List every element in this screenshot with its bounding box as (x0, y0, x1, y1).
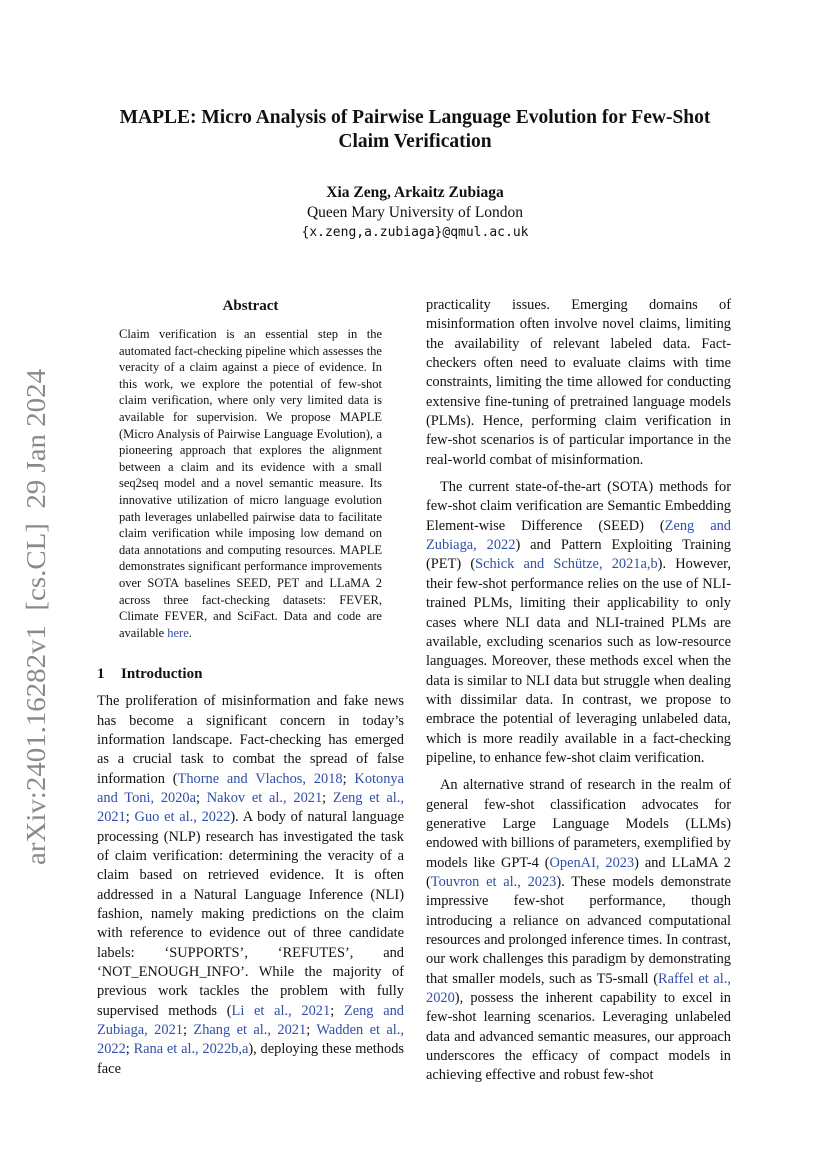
arxiv-identifier-stamp (18, 365, 58, 865)
paragraph-text: ; (125, 809, 135, 826)
intro-paragraph-2 (426, 478, 731, 768)
abstract-tail: . (188, 625, 192, 640)
author-names: Xia Zeng, Arkaitz Zubiaga (326, 184, 504, 201)
abstract-text (119, 326, 382, 641)
intro-paragraph-1 (97, 692, 404, 1079)
abstract-body: Claim verification is an essential step in the automated fact-checking pipeline which assesses the veracity of a claim against a piece of evidence. In this work, we explore the potential of few-shot claim verification, where only very limited data is available for supervision. We propose MAPLE (Micro Analysis of Pairwise Language Evolution), a pioneering approach that explores the alignment between a claim and its evidence with a small seq2seq model and a novel semantic measure. Its innovative utilization of micro language evolution path leverages unlabelled pairwise data to facilitate claim verification while imposing low demand on data annotations and computing resources. MAPLE demonstrates significant performance improvements over SOTA baselines SEED, PET and LLaMA 2 across three fact-checking datasets: FEVER, Climate FEVER, and SciFact. Data and code are available (119, 327, 382, 640)
paragraph-text: ; (322, 790, 333, 806)
citation-link[interactable]: Wadden et al., 2022 (97, 1022, 404, 1058)
section-number: 1 (97, 666, 105, 683)
paragraph-text: An alternative strand of research in the realm of general few-shot classification advocates for generative Large Language Models (LLMs) endowed with billions of parameters, exemplified by models like GPT-4 ( (426, 777, 731, 871)
author-email: {x.zeng,a.zubiaga}@qmul.ac.uk (301, 225, 529, 240)
citation-link[interactable]: Zeng et al., 2021 (97, 790, 404, 826)
paragraph-text: ; (342, 770, 355, 787)
citation-link[interactable]: Raffel et al., 2020 (426, 970, 732, 1007)
paragraph-text: ). These models demonstrate impressive few-shot performance, though introducing a reliance on advanced computational resources and prolonged inference times. In contrast, our work challenges this paradigm by demonstrating that smaller models, such as T5-small ( (426, 873, 731, 987)
intro-paragraph-1-continued (426, 296, 731, 470)
code-link[interactable]: here (167, 625, 189, 640)
paragraph-text: practicality issues. Emerging domains of misinformation often involve novel claims, limiting the availability of relevant labeled data. Fact-checkers often need to evaluate claims with time constraints, limiting the time allowed for conducting extensive fine-tuning of pretrained language models (PLMs). Hence, performing claim verification in few-shot scenarios is of particular importance in the real-world combat of misinformation. (426, 297, 731, 468)
citation-link[interactable]: Zeng and Zubiaga, 2022 (426, 517, 731, 554)
left-column (97, 296, 404, 1087)
right-column (426, 296, 731, 1094)
paragraph-text: The current state-of-the-art (SOTA) methods for few-shot claim verification are Semantic Embedding Element-wise Difference (SEED) ( (426, 479, 731, 534)
citation-link[interactable]: Zeng and Zubiaga, 2021 (97, 1002, 404, 1039)
paragraph-text: ; (182, 1022, 194, 1039)
section-title: Introduction (121, 666, 203, 683)
paragraph-text: The proliferation of misinformation and fake news has become a significant concern in today’s information landscape. Fact-checking has emerged as a crucial task to combat the spread of false information ( (97, 693, 404, 787)
paragraph-text: ). A body of natural language processing (NLP) research has investigated the task of claim verification: determining the veracity of a claim based on retrieved evidence. It is often addressed in a Natural Language Inference (NLI) fashion, namely making predictions on the claim with reference to evidence out of three candidate labels: ‘SUPPORTS’, ‘REFUTES’, and ‘NOT_ENOUGH_INFO’. While the majority of previous work tackles the problem with fully supervised methods ( (97, 809, 404, 1019)
paragraph-text: ). However, their few-shot performance relies on the use of NLI-trained PLMs, limiting their applicability to only cases where NLI data and NLI-trained PLMs are available, excluding scenarios such as low-resource languages. Moreover, these methods excel when the data is similar to NLI data but struggle when dealing with dissimilar data. In contrast, we propose to embrace the potential of leveraging unlabeled data, which is more readily available in a fact-checking pipeline, to enhance few-shot claim verification. (426, 556, 731, 766)
citation-link[interactable]: Guo et al., 2022 (134, 809, 231, 826)
section-heading-introduction (97, 664, 404, 684)
citation-link[interactable]: OpenAI, 2023 (549, 854, 635, 871)
paragraph-text: ; (195, 790, 207, 806)
author-block (100, 183, 730, 243)
paper-title: MAPLE: Micro Analysis of Pairwise Language Evolution for Few-Shot Claim Verification (119, 107, 711, 152)
paragraph-text: ; (125, 1041, 134, 1058)
abstract-heading: Abstract (222, 298, 279, 314)
citation-link[interactable]: Li et al., 2021 (231, 1002, 331, 1019)
citation-link[interactable]: Nakov et al., 2021 (206, 790, 323, 806)
citation-link[interactable]: Rana et al., 2022b,a (133, 1041, 249, 1058)
arxiv-stamp-text: arXiv:2401.16282v1 [cs.CL] 29 Jan 2024 (21, 401, 51, 865)
paragraph-text: ), possess the inherent capability to excel in few-shot learning scenarios. Leveraging unlabeled data and advanced semantic measures, our approach underscores the efficacy of compact models in achieving effective and robust few-shot (426, 990, 731, 1084)
intro-paragraph-3 (426, 776, 731, 1086)
author-affiliation: Queen Mary University of London (306, 204, 524, 221)
citation-link[interactable]: Zhang et al., 2021 (193, 1022, 307, 1039)
paragraph-text: ), deploying these methods face (97, 1041, 404, 1077)
citation-link[interactable]: Touvron et al., 2023 (430, 873, 557, 890)
paragraph-text: ) and LLaMA 2 ( (426, 854, 731, 890)
citation-link[interactable]: Thorne and Vlachos, 2018 (177, 770, 343, 787)
citation-link[interactable]: Kotonya and Toni, 2020a (97, 770, 404, 806)
paragraph-text: ; (330, 1002, 344, 1019)
citation-link[interactable]: Schick and Schütze, 2021a,b (475, 556, 658, 573)
paragraph-text: ; (306, 1022, 317, 1039)
paragraph-text: ) and Pattern Exploiting Training (PET) ( (426, 537, 731, 573)
